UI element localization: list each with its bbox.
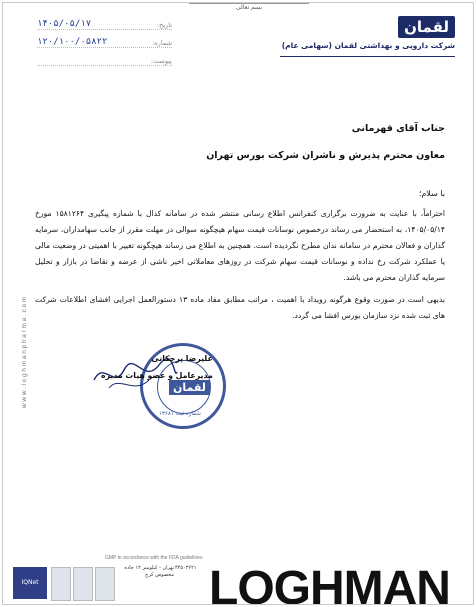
signature-block [101, 354, 213, 380]
number-label: شماره: [152, 39, 172, 47]
number-value: ۱۲۰/۱۰۰/۰۵۸۲۲ [37, 37, 108, 47]
certification-badge [73, 567, 93, 601]
attachment-label: پیوست: [150, 57, 172, 65]
recipient-title: معاون محترم پذیرش و ناشران شرکت بورس تهران [206, 150, 445, 161]
signatory-name: علیرضا پرچکانی [151, 354, 213, 363]
greeting: با سلام؛ [418, 189, 445, 198]
date-value: ۱۴۰۵/۰۵/۱۷ [37, 19, 92, 29]
date-row [37, 16, 172, 30]
company-logo: لقمان [398, 16, 455, 38]
attachment-row [37, 52, 172, 66]
paragraph-2: بدیهی است در صورت وقوع هرگونه رویداد با اهمیت ، مراتب مطابق مفاد ماده ۱۳ دستورالعمل اجرایی افشای اطلاعات شرکت های ثبت شده نزد سازمان بورس افشا می گردد. [35, 295, 445, 320]
letter-meta [37, 16, 172, 70]
document-viewport [2, 2, 474, 605]
footer-address: تهران - کیلومتر ۱۲ جاده مخصوص کرج [124, 565, 174, 578]
header-divider [280, 56, 455, 57]
certification-badge [51, 567, 71, 601]
date-label: تاریخ: [156, 21, 172, 29]
number-row [37, 34, 172, 48]
company-header [280, 16, 455, 57]
recipient-name: جناب آقای قهرمانی [351, 123, 445, 134]
iqnet-logo [13, 567, 47, 599]
letter-body [35, 123, 445, 330]
signatory-title: مدیرعامل و عضو هیات مدیره [101, 371, 213, 380]
stamp-registration: شماره ثبت ۱۳۶۸۱ [159, 411, 201, 417]
paragraph-1: احتراماً، با عنایت به ضرورت برگزاری کنفرانس اطلاع رسانی منتشر شده در سامانه کدال با شماره پیگیری ۱۵۸۱۲۶۴ مورخ ۱۴۰۵/۰۵/۱۴، به استحضار می رساند درخصوص نوسانات قیمت سهام هیچگونه سوالی در مهلت مقرر از جانب سهامداران، سرمایه گذاران و فعالان محترم در سامانه ندان مطرح نگردیده است. همچنین به اطلاع می رساند هیچگونه تغییر با اهمیتی در وضعیت مالی یا عملکرد شرکت رخ نداده و نوسانات قیمت سهام شرکت در روزهای معاملاتی اخیر ناشی از عرضه و تقاضا در بازار و تحلیل سرمایه گذاران محترم می باشد. [35, 209, 445, 282]
top-strip: بسم تعالی [189, 3, 309, 10]
certification-badge [95, 567, 115, 601]
footer-phone: ۴۴۵۰۳۶۲۱ [175, 565, 197, 571]
stamp-logo: لقمان [169, 380, 210, 395]
website-vertical: www.loghmanpharma.com [21, 294, 28, 408]
letter-footer [9, 555, 471, 605]
letter-page [9, 3, 471, 604]
gmp-note: GMP in accordance with the FDA guidelines [105, 555, 203, 561]
iqnet-label: IQNet [21, 579, 39, 586]
company-name: شرکت دارویی و بهداشتی لقمان (سهامی عام) [281, 41, 455, 50]
footer-wordmark: LOGHMAN [209, 562, 450, 605]
